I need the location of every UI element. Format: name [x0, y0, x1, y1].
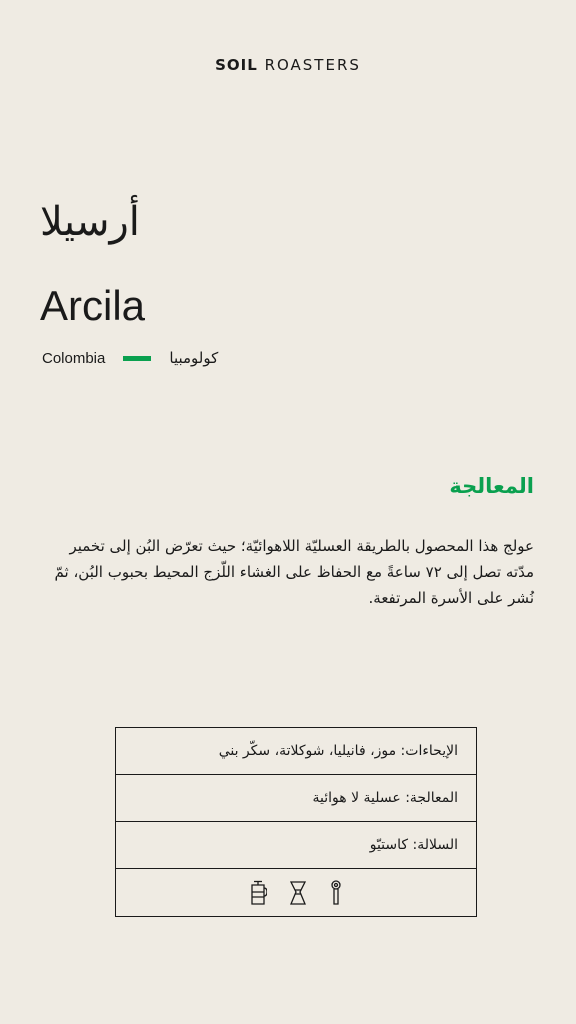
origin-english: Colombia	[42, 349, 106, 367]
espresso-portafilter-icon	[329, 880, 343, 906]
process-row	[116, 775, 476, 822]
chemex-icon	[289, 880, 307, 906]
processing-description: عولج هذا المحصول بالطريقة العسليّة اللاهوائيّة؛ حيث تعرّض البُن إلى تخمير مدّته تصل إلى ٧٢ ساعةً مع الحفاظ على الغشاء اللّزج المحيط بحبوب البُن، ثمّ نُشر على الأسرة المرتفعة.	[54, 537, 534, 607]
brand-name-secondary: ROASTERS	[264, 56, 361, 74]
notes-row	[116, 728, 476, 775]
product-title-arabic: أرسيلا	[40, 199, 140, 245]
brew-methods-row	[116, 869, 476, 916]
variety-text: السلالة: كاستيّو	[369, 837, 458, 853]
processing-heading: المعالجة	[449, 474, 534, 498]
brand-name-primary: SOIL	[215, 56, 258, 74]
french-press-icon	[249, 880, 267, 906]
brand-logo	[0, 56, 576, 74]
variety-row	[116, 822, 476, 869]
notes-text: الإيحاءات: موز، فانيليا، شوكلاتة، سكّر بني	[218, 743, 458, 759]
product-title-english: Arcila	[40, 282, 146, 329]
origin-arabic: كولومبيا	[169, 349, 219, 367]
details-table	[115, 727, 477, 917]
process-text: المعالجة: عسلية لا هوائية	[312, 790, 458, 806]
flag-bar	[123, 356, 151, 361]
origin-row	[42, 345, 218, 371]
